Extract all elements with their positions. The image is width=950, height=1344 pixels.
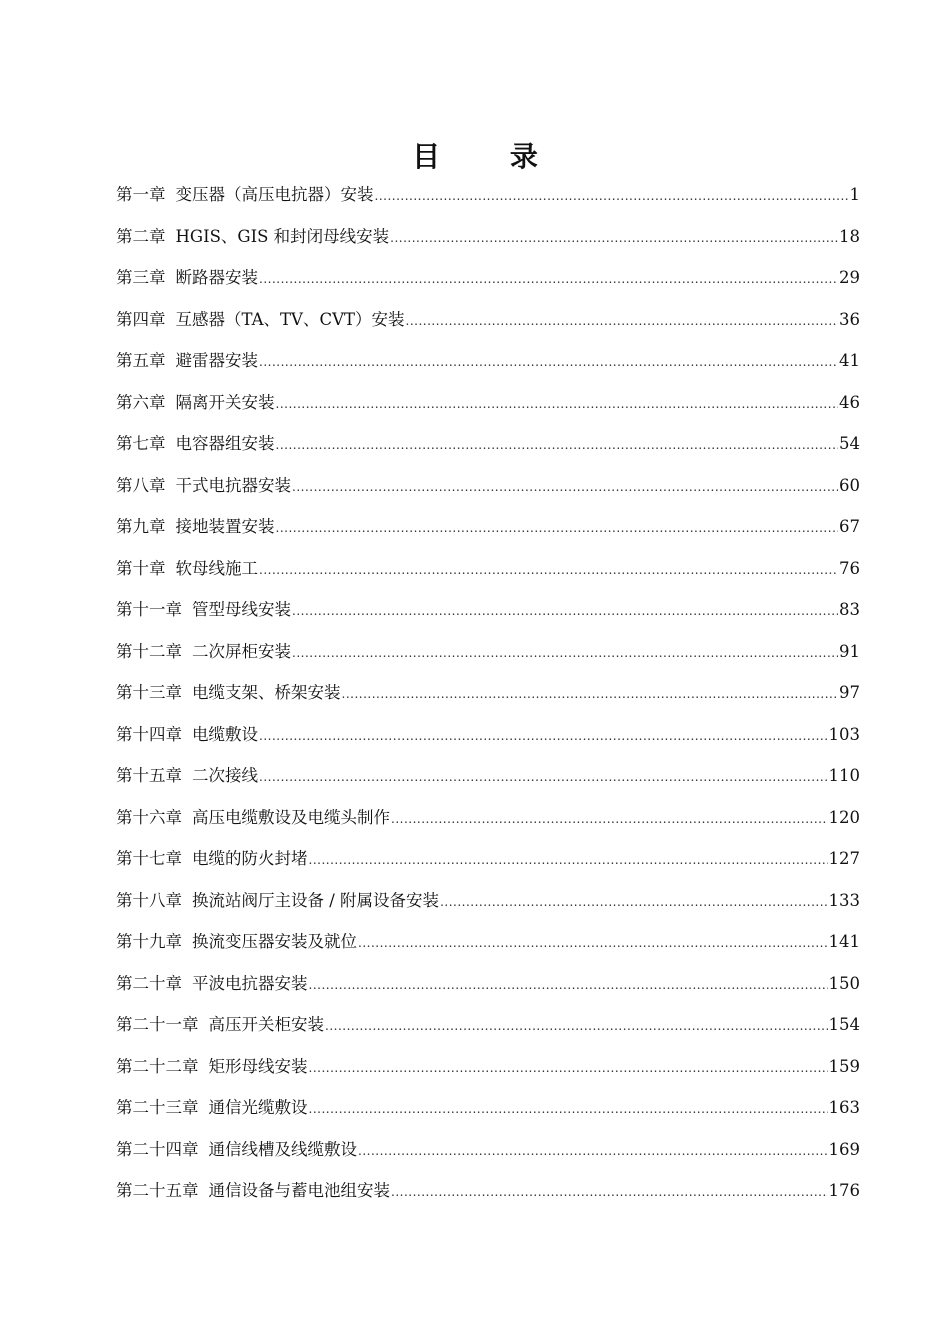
- chapter-number: 第十四章: [116, 724, 182, 744]
- dot-leader: [390, 218, 838, 260]
- toc-entry[interactable]: [116, 755, 860, 797]
- page-number: 67: [839, 517, 860, 536]
- page-number: 103: [828, 724, 860, 744]
- chapter-number: 第二十一章: [116, 1015, 199, 1034]
- dot-leader: [292, 633, 838, 675]
- chapter-title: 矩形母线安装: [208, 1056, 308, 1076]
- chapter-title: HGIS、GIS 和封闭母线安装: [175, 226, 390, 246]
- toc-entry[interactable]: [116, 631, 860, 673]
- chapter-title: 换流站阀厅主设备 / 附属设备安装: [192, 890, 440, 910]
- dot-leader: [358, 923, 828, 965]
- dot-leader: [276, 425, 839, 467]
- chapter-title: 隔离开关安装: [175, 392, 275, 412]
- toc-entry[interactable]: [116, 921, 860, 963]
- page-number: 46: [839, 392, 860, 412]
- table-of-contents: [116, 174, 860, 1212]
- chapter-number: 第一章: [116, 185, 166, 204]
- chapter-title: 电缆的防火封堵: [192, 849, 308, 868]
- chapter-title: 接地装置安装: [175, 517, 275, 536]
- page-title: 目 录: [412, 139, 568, 173]
- dot-leader: [259, 342, 838, 384]
- toc-entry[interactable]: [116, 216, 860, 258]
- page-number: 150: [828, 973, 860, 993]
- dot-leader: [292, 591, 838, 633]
- page-number: 18: [839, 226, 860, 246]
- page-number: 133: [828, 890, 860, 910]
- toc-entry[interactable]: [116, 548, 860, 590]
- chapter-number: 第十二章: [116, 641, 182, 661]
- page-number: 120: [828, 807, 860, 827]
- chapter-title: 软母线施工: [175, 558, 258, 578]
- toc-entry[interactable]: [116, 257, 860, 299]
- chapter-number: 第八章: [116, 475, 166, 495]
- toc-entry[interactable]: [116, 506, 860, 548]
- page-number: 76: [839, 558, 860, 578]
- dot-leader: [406, 301, 839, 343]
- dot-leader: [309, 840, 828, 882]
- chapter-number: 第六章: [116, 392, 166, 412]
- page-number: 169: [828, 1139, 860, 1159]
- dot-leader: [276, 508, 839, 550]
- chapter-title: 通信光缆敷设: [208, 1098, 308, 1117]
- dot-leader: [259, 259, 838, 301]
- toc-entry[interactable]: [116, 1129, 860, 1171]
- chapter-title: 平波电抗器安装: [192, 973, 308, 993]
- toc-entry[interactable]: [116, 797, 860, 839]
- dot-leader: [259, 757, 828, 799]
- page-number: 141: [828, 932, 860, 951]
- toc-entry[interactable]: [116, 174, 860, 216]
- toc-entry[interactable]: [116, 714, 860, 756]
- page-number: 176: [828, 1181, 860, 1200]
- dot-leader: [309, 1089, 828, 1131]
- chapter-number: 第十九章: [116, 932, 182, 951]
- chapter-title: 互感器（TA、TV、CVT）安装: [175, 309, 405, 329]
- toc-entry[interactable]: [116, 589, 860, 631]
- page-number: 41: [839, 351, 860, 370]
- chapter-number: 第十六章: [116, 807, 182, 827]
- page-number: 159: [828, 1056, 860, 1076]
- chapter-title: 电缆支架、桥架安装: [192, 683, 341, 702]
- chapter-number: 第二十三章: [116, 1098, 199, 1117]
- toc-entry[interactable]: [116, 880, 860, 922]
- toc-entry[interactable]: [116, 382, 860, 424]
- chapter-title: 高压电缆敷设及电缆头制作: [192, 807, 390, 827]
- chapter-number: 第十一章: [116, 600, 182, 619]
- chapter-title: 换流变压器安装及就位: [192, 932, 357, 951]
- chapter-title: 电容器组安装: [175, 434, 275, 453]
- chapter-number: 第五章: [116, 351, 166, 370]
- page-number: 60: [839, 475, 860, 495]
- dot-leader: [276, 384, 839, 426]
- toc-entry[interactable]: [116, 672, 860, 714]
- dot-leader: [391, 799, 828, 841]
- chapter-title: 避雷器安装: [175, 351, 258, 370]
- chapter-title: 电缆敷设: [192, 724, 258, 744]
- chapter-title: 通信设备与蓄电池组安装: [208, 1181, 390, 1200]
- chapter-number: 第十七章: [116, 849, 182, 868]
- page-number: 97: [839, 683, 860, 702]
- chapter-number: 第二十五章: [116, 1181, 199, 1200]
- page-number: 110: [828, 766, 860, 785]
- dot-leader: [342, 674, 839, 716]
- toc-entry[interactable]: [116, 838, 860, 880]
- chapter-number: 第九章: [116, 517, 166, 536]
- chapter-title: 干式电抗器安装: [175, 475, 291, 495]
- dot-leader: [358, 1131, 828, 1173]
- chapter-title: 二次接线: [192, 766, 258, 785]
- toc-entry[interactable]: [116, 465, 860, 507]
- toc-entry[interactable]: [116, 423, 860, 465]
- dot-leader: [325, 1006, 828, 1048]
- dot-leader: [259, 550, 838, 592]
- toc-entry[interactable]: [116, 1004, 860, 1046]
- page-number: 154: [828, 1015, 860, 1034]
- page-number: 36: [839, 309, 860, 329]
- chapter-number: 第七章: [116, 434, 166, 453]
- page-number: 54: [839, 434, 860, 453]
- chapter-title: 管型母线安装: [192, 600, 291, 619]
- chapter-number: 第二章: [116, 226, 166, 246]
- chapter-title: 变压器（高压电抗器）安装: [175, 185, 374, 204]
- chapter-title: 高压开关柜安装: [208, 1015, 324, 1034]
- chapter-number: 第二十四章: [116, 1139, 199, 1159]
- chapter-title: 二次屏柜安装: [192, 641, 291, 661]
- dot-leader: [391, 1172, 828, 1214]
- chapter-number: 第三章: [116, 268, 166, 287]
- chapter-title: 通信线槽及线缆敷设: [208, 1139, 357, 1159]
- chapter-number: 第二十二章: [116, 1056, 199, 1076]
- dot-leader: [440, 882, 827, 924]
- page-number: 163: [828, 1098, 860, 1117]
- toc-entry[interactable]: [116, 963, 860, 1005]
- chapter-title: 断路器安装: [175, 268, 258, 287]
- chapter-number: 第十三章: [116, 683, 182, 702]
- toc-entry[interactable]: [116, 299, 860, 341]
- chapter-number: 第四章: [116, 309, 166, 329]
- dot-leader: [259, 716, 828, 758]
- dot-leader: [309, 965, 828, 1007]
- chapter-number: 第二十章: [116, 973, 182, 993]
- page-number: 29: [839, 268, 860, 287]
- page-number: 127: [828, 849, 860, 868]
- page-number: 1: [849, 185, 860, 204]
- toc-entry[interactable]: [116, 1046, 860, 1088]
- page-number: 83: [839, 600, 860, 619]
- toc-entry[interactable]: [116, 1170, 860, 1212]
- dot-leader: [375, 176, 849, 218]
- toc-entry[interactable]: [116, 1087, 860, 1129]
- chapter-number: 第十五章: [116, 766, 182, 785]
- page-number: 91: [839, 641, 860, 661]
- toc-entry[interactable]: [116, 340, 860, 382]
- dot-leader: [292, 467, 838, 509]
- chapter-number: 第十章: [116, 558, 166, 578]
- chapter-number: 第十八章: [116, 890, 182, 910]
- dot-leader: [309, 1048, 828, 1090]
